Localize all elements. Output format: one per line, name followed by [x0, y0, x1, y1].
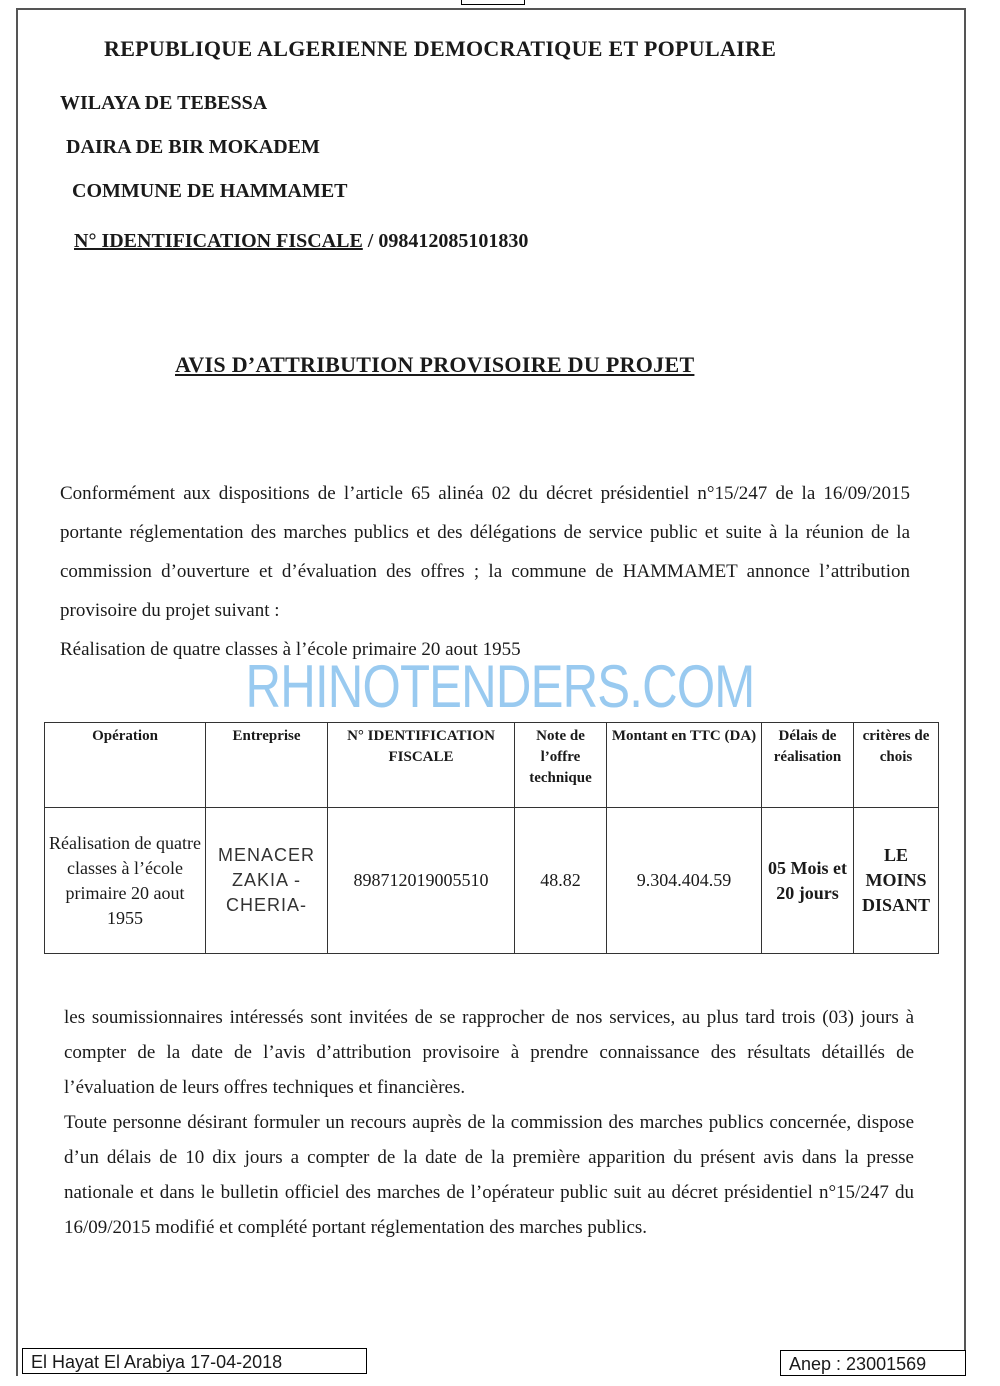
col-montant: Montant en TTC (DA) [607, 723, 762, 808]
cell-montant: 9.304.404.59 [607, 808, 762, 954]
intro-text [60, 474, 910, 669]
col-entreprise: Entreprise [206, 723, 328, 808]
closing-text [64, 1000, 914, 1245]
col-criteres: critères de chois [854, 723, 939, 808]
notice-title: AVIS D’ATTRIBUTION PROVISOIRE DU PROJET [175, 352, 695, 377]
col-nif: N° IDENTIFICATION FISCALE [328, 723, 515, 808]
cell-note: 48.82 [515, 808, 607, 954]
project-name: Réalisation de quatre classes à l’école primaire 20 aout 1955 [60, 639, 521, 660]
header-fiscal-id [74, 230, 528, 253]
col-delais: Délais de réalisation [762, 723, 854, 808]
cell-criteres: LE MOINS DISANT [854, 808, 939, 954]
cell-delais: 05 Mois et 20 jours [762, 808, 854, 954]
table-header-row [45, 723, 939, 808]
cell-operation: Réalisation de quatre classes à l’école primaire 20 aout 1955 [45, 808, 206, 954]
header-daira: DAIRA DE BIR MOKADEM [66, 136, 320, 158]
header-republic: REPUBLIQUE ALGERIENNE DEMOCRATIQUE ET POPULAIRE [104, 36, 777, 61]
results-table [44, 722, 939, 954]
col-operation: Opération [45, 723, 206, 808]
watermark: RHINOTENDERS.COM [245, 653, 755, 720]
top-tab [461, 0, 525, 5]
header-commune: COMMUNE DE HAMMAMET [72, 180, 348, 202]
table-row [45, 808, 939, 954]
header-wilaya: WILAYA DE TEBESSA [60, 92, 268, 114]
cell-nif: 898712019005510 [328, 808, 515, 954]
fiscal-id-value: / 098412085101830 [367, 230, 529, 252]
closing-paragraph-1: les soumissionnaires intéressés sont invitées de se rapprocher de nos services, au plus tard trois (03) jours à compter de la date de l’avis d’attribution provisoire à prendre connaissance des résultats détaillés de l’évaluation de leurs offres techniques et financières. [64, 1007, 914, 1098]
intro-paragraph: Conformément aux dispositions de l’article 65 alinéa 02 du décret présidentiel n°15/247 de la 16/09/2015 portante réglementation des marches publics et des délégations de service public et suite à la réunion de la commission d’ouverture et d’évaluation des offres ; la commune de HAMMAMET annonce l’attribution provisoire du projet suivant : [60, 483, 910, 621]
fiscal-id-label: N° IDENTIFICATION FISCALE [74, 230, 363, 252]
closing-paragraph-2: Toute personne désirant formuler un recours auprès de la commission des marches publics concernée, dispose d’un délais de 10 dix jours a compter de la date de la première apparition du présent avis dans la presse nationale et dans le bulletin officiel des marches de l’opérateur public suit au décret présidentiel n°15/247 du 16/09/2015 modifié et complété portant réglementation des marches publics. [64, 1112, 914, 1238]
cell-entreprise: MENACER ZAKIA -CHERIA- [206, 808, 328, 954]
anep-box: Anep : 23001569 [780, 1350, 966, 1376]
col-note: Note de l’offre technique [515, 723, 607, 808]
source-box: El Hayat El Arabiya 17-04-2018 [22, 1348, 367, 1374]
